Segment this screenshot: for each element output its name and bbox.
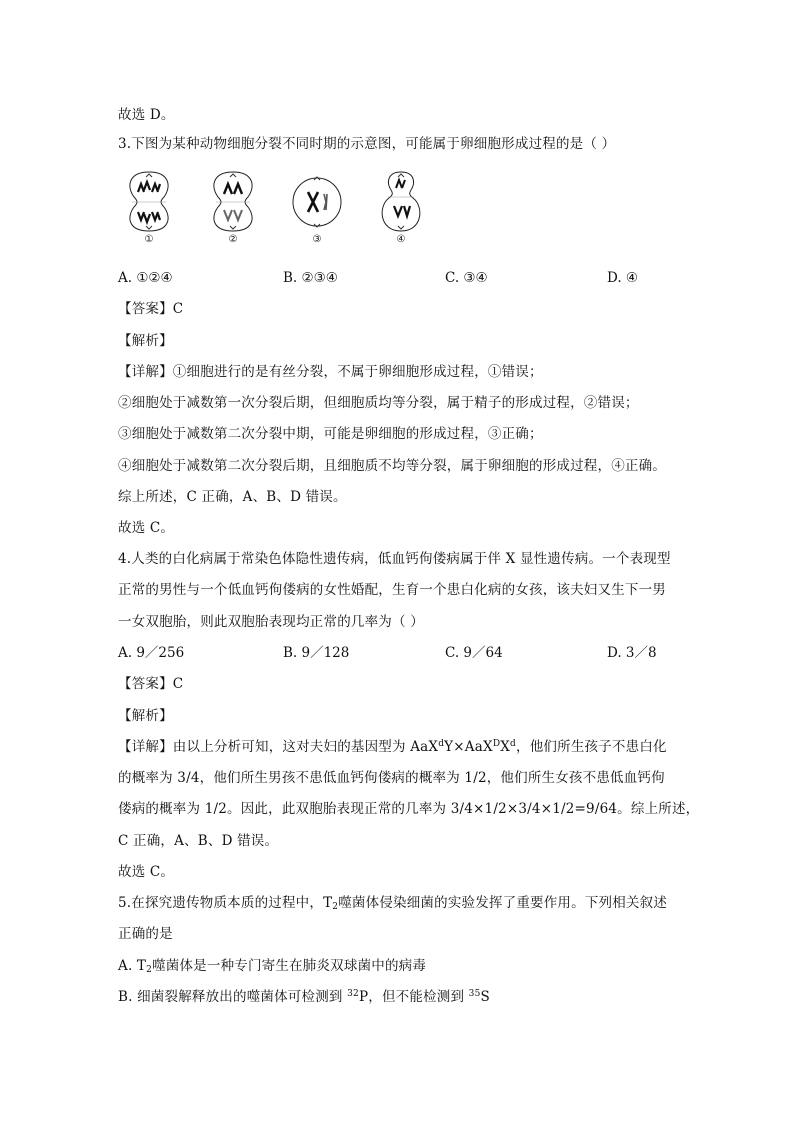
q4-option-c: C. 9／64 [445, 645, 503, 661]
q5-option-b: B. 细菌裂解释放出的噬菌体可检测到 $^{32}$P，但不能检测到 $^{35}$S [118, 989, 490, 1005]
q4-option-a: A. 9／256 [118, 645, 185, 661]
figure-3 [290, 168, 344, 248]
question-5-stem: 正确的是 [118, 926, 173, 942]
q3-option-b: B. ②③④ [283, 270, 338, 286]
figure-4 [374, 168, 428, 248]
explanation-line: ③细胞处于减数第二次分裂中期，可能是卵细胞的形成过程，③正确； [118, 426, 543, 442]
analysis-label: 【解析】 [118, 333, 173, 349]
selection-line: 故选 C。 [118, 520, 175, 536]
question-4-stem: 一女双胞胎，则此双胞胎表现均正常的几率为（ ） [118, 614, 424, 630]
figure-3-label: ③ [312, 234, 322, 245]
selection-line: 故选 C。 [118, 864, 175, 880]
q3-option-a: A. ①②④ [118, 270, 173, 286]
text-line: 故选 D。 [118, 107, 175, 123]
question-5-stem: 5.在探究遗传物质本质的过程中，$T_2$噬菌体侵染细菌的实验发挥了重要作用。下列相关叙述 [118, 895, 668, 912]
q5-option-a: A. $T_2$噬菌体是一种专门寄生在肺炎双球菌中的病毒 [118, 958, 427, 975]
question-4-stem: 4.人类的白化病属于常染色体隐性遗传病，低血钙佝偻病属于伴 X 显性遗传病。一个表现型 [118, 551, 671, 567]
cell-division-figures [118, 168, 428, 248]
question-4-stem: 正常的男性与一个低血钙佝偻病的女性婚配，生育一个患白化病的女孩，该夫妇又生下一男 [118, 582, 666, 598]
explanation-line: 【详解】①细胞进行的是有丝分裂，不属于卵细胞形成过程，①错误； [118, 364, 543, 380]
q3-option-c: C. ③④ [445, 270, 488, 286]
figure-2-label: ② [228, 234, 238, 245]
explanation-line: ②细胞处于减数第一次分裂后期，但细胞质均等分裂，属于精子的形成过程，②错误； [118, 395, 639, 411]
explanation-line: C 正确，A、B、D 错误。 [118, 833, 279, 849]
question-3-stem: 3.下图为某种动物细胞分裂不同时期的示意图，可能属于卵细胞形成过程的是（ ） [118, 136, 616, 152]
analysis-label: 【解析】 [118, 708, 173, 724]
figure-1-label: ① [144, 234, 154, 245]
q3-option-d: D. ④ [607, 270, 639, 286]
explanation-line: 【详解】由以上分析可知，这对夫妇的基因型为 $AaX^dY\times AaX^DX^d$，他们所生孩子不患白化 [118, 739, 667, 755]
q4-option-b: B. 9／128 [283, 645, 350, 661]
q4-option-d: D. 3／8 [607, 645, 657, 661]
explanation-line: 偻病的概率为 1/2。因此，此双胞胎表现正常的几率为 3/4×1/2×3/4×1/2=9/64。综上所述， [118, 801, 700, 817]
explanation-line: 综上所述，C 正确，A、B、D 错误。 [118, 489, 347, 505]
answer-label: 【答案】C [118, 676, 184, 692]
figure-2 [206, 168, 260, 248]
explanation-line: ④细胞处于减数第二次分裂后期，且细胞质不均等分裂，属于卵细胞的形成过程，④正确。 [118, 458, 666, 474]
figure-1 [122, 168, 176, 248]
figure-4-label: ④ [396, 234, 406, 245]
answer-label: 【答案】C [118, 301, 184, 317]
explanation-line: 的概率为 3/4，他们所生男孩不患低血钙佝偻病的概率为 1/2，他们所生女孩不患低血钙佝 [118, 770, 665, 786]
